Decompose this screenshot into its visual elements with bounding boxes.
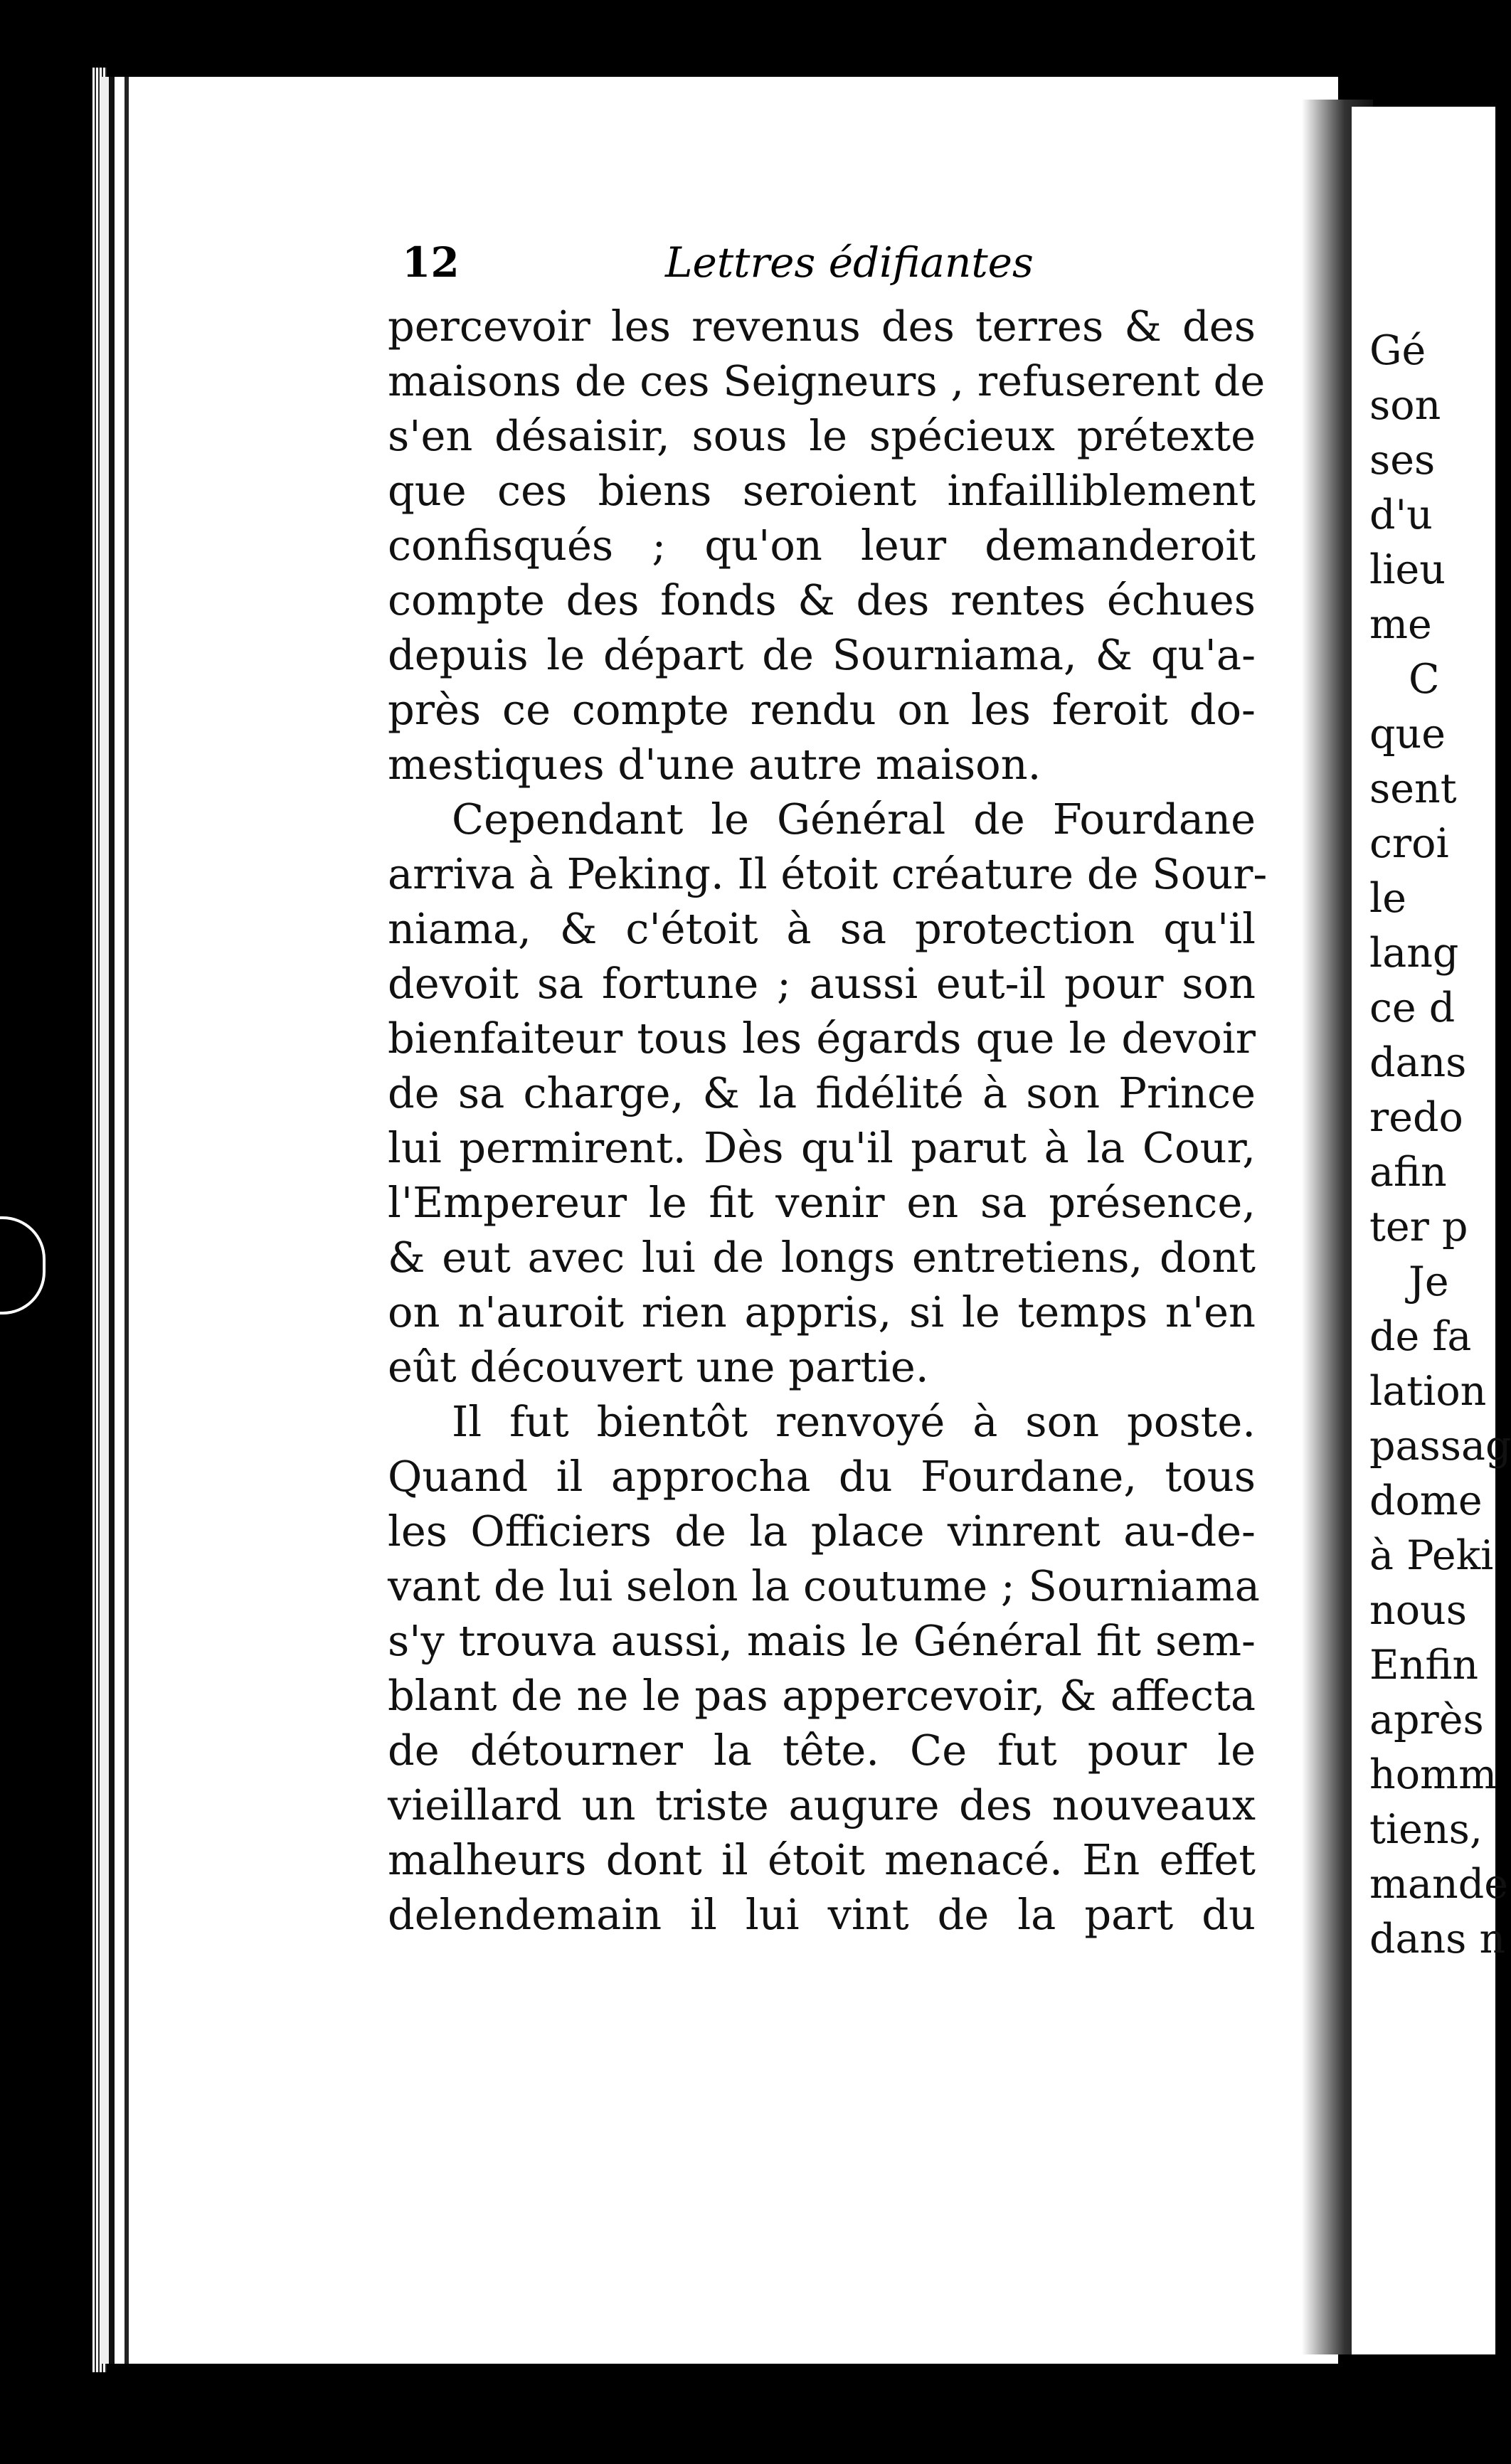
right-text-line: à Peki: [1369, 1532, 1494, 1579]
right-text-line: d'u: [1369, 492, 1433, 538]
text-line: & eut avec lui de longs entretiens, dont: [388, 1233, 1256, 1282]
right-text-line: passag: [1369, 1423, 1511, 1470]
right-text-line: le: [1369, 875, 1406, 922]
right-text-line: ses: [1369, 437, 1436, 484]
right-text-line: après: [1369, 1696, 1484, 1743]
right-text-line: me: [1369, 601, 1432, 648]
text-line: confisqués ; qu'on leur demanderoit: [388, 521, 1256, 570]
text-line: Quand il approcha du Fourdane, tous: [388, 1452, 1256, 1501]
right-text-line: redo: [1369, 1094, 1463, 1141]
right-text-line: que: [1369, 711, 1446, 758]
text-line: delendemain il lui vint de la part du: [388, 1890, 1256, 1939]
right-text-line: lieu: [1369, 546, 1446, 593]
text-line: percevoir les revenus des terres & des: [388, 302, 1256, 351]
text-line: de sa charge, & la fidélité à son Prince: [388, 1068, 1256, 1117]
text-line: mestiques d'une autre maison.: [388, 740, 1041, 789]
right-text-line: C: [1409, 656, 1440, 703]
text-line: vant de lui selon la coutume ; Sourniama: [388, 1561, 1260, 1610]
text-line: que ces biens seroient infailliblement: [388, 466, 1256, 515]
right-text-line: sent: [1369, 765, 1457, 812]
text-line: blant de ne le pas appercevoir, & affecta: [388, 1671, 1256, 1720]
text-line: maisons de ces Seigneurs , refuserent de: [388, 356, 1266, 405]
right-text-line: lang: [1369, 930, 1459, 977]
text-line: malheurs dont il étoit menacé. En effet: [388, 1835, 1256, 1884]
text-line: vieillard un triste augure des nouveaux: [388, 1780, 1256, 1830]
text-line: devoit sa fortune ; aussi eut-il pour son: [388, 959, 1256, 1008]
text-line: les Officiers de la place vinrent au-de-: [388, 1507, 1256, 1556]
right-text-line: Gé: [1369, 327, 1426, 374]
right-text-line: Enfin: [1369, 1642, 1479, 1689]
text-line: s'en désaisir, sous le spécieux prétexte: [388, 411, 1256, 460]
right-text-line: croi: [1369, 820, 1449, 867]
text-line: près ce compte rendu on les feroit do-: [388, 685, 1256, 734]
right-text-line: nous: [1369, 1587, 1467, 1634]
right-text-line: tiens,: [1369, 1806, 1483, 1853]
right-text-line: dome: [1369, 1477, 1483, 1524]
text-line: de détourner la tête. Ce fut pour le: [388, 1726, 1256, 1775]
page-number: 12: [402, 238, 460, 287]
text-line: depuis le départ de Sourniama, & qu'a-: [388, 630, 1256, 679]
right-text-line: son: [1369, 382, 1441, 429]
right-text-line: afin: [1369, 1149, 1447, 1196]
text-line: lui permirent. Dès qu'il parut à la Cour,: [388, 1123, 1256, 1172]
margin-mark: [0, 1216, 46, 1315]
right-text-line: lation: [1369, 1368, 1487, 1415]
text-line: s'y trouva aussi, mais le Général fit sem-: [388, 1616, 1256, 1665]
text-line: bienfaiteur tous les égards que le devoir: [388, 1014, 1256, 1063]
right-text-line: mande: [1369, 1861, 1508, 1908]
right-text-line: dans n: [1369, 1916, 1506, 1963]
running-title: Lettres édifiantes: [665, 238, 1034, 287]
text-line: compte des fonds & des rentes échues: [388, 575, 1256, 625]
page-edges: [92, 68, 107, 2372]
text-line: eût découvert une partie.: [388, 1342, 929, 1391]
body-text: [388, 299, 1268, 1942]
right-text-line: homm: [1369, 1751, 1497, 1798]
right-text-line: ce d: [1369, 984, 1456, 1031]
text-line: Cependant le Général de Fourdane: [452, 795, 1256, 844]
text-line: on n'auroit rien appris, si le temps n'en: [388, 1287, 1256, 1337]
text-line: l'Empereur le fit venir en sa présence,: [388, 1178, 1256, 1227]
right-text-line: Je: [1409, 1258, 1449, 1305]
right-text-line: ter p: [1369, 1204, 1468, 1250]
text-line: Il fut bientôt renvoyé à son poste.: [452, 1397, 1256, 1446]
text-line: niama, & c'étoit à sa protection qu'il: [388, 904, 1256, 953]
right-text-line: de fa: [1369, 1313, 1472, 1360]
page-header: [402, 238, 1256, 295]
right-page-text: [1369, 324, 1511, 1967]
right-text-line: dans: [1369, 1039, 1467, 1086]
text-line: arriva à Peking. Il étoit créature de Sour-: [388, 849, 1268, 898]
